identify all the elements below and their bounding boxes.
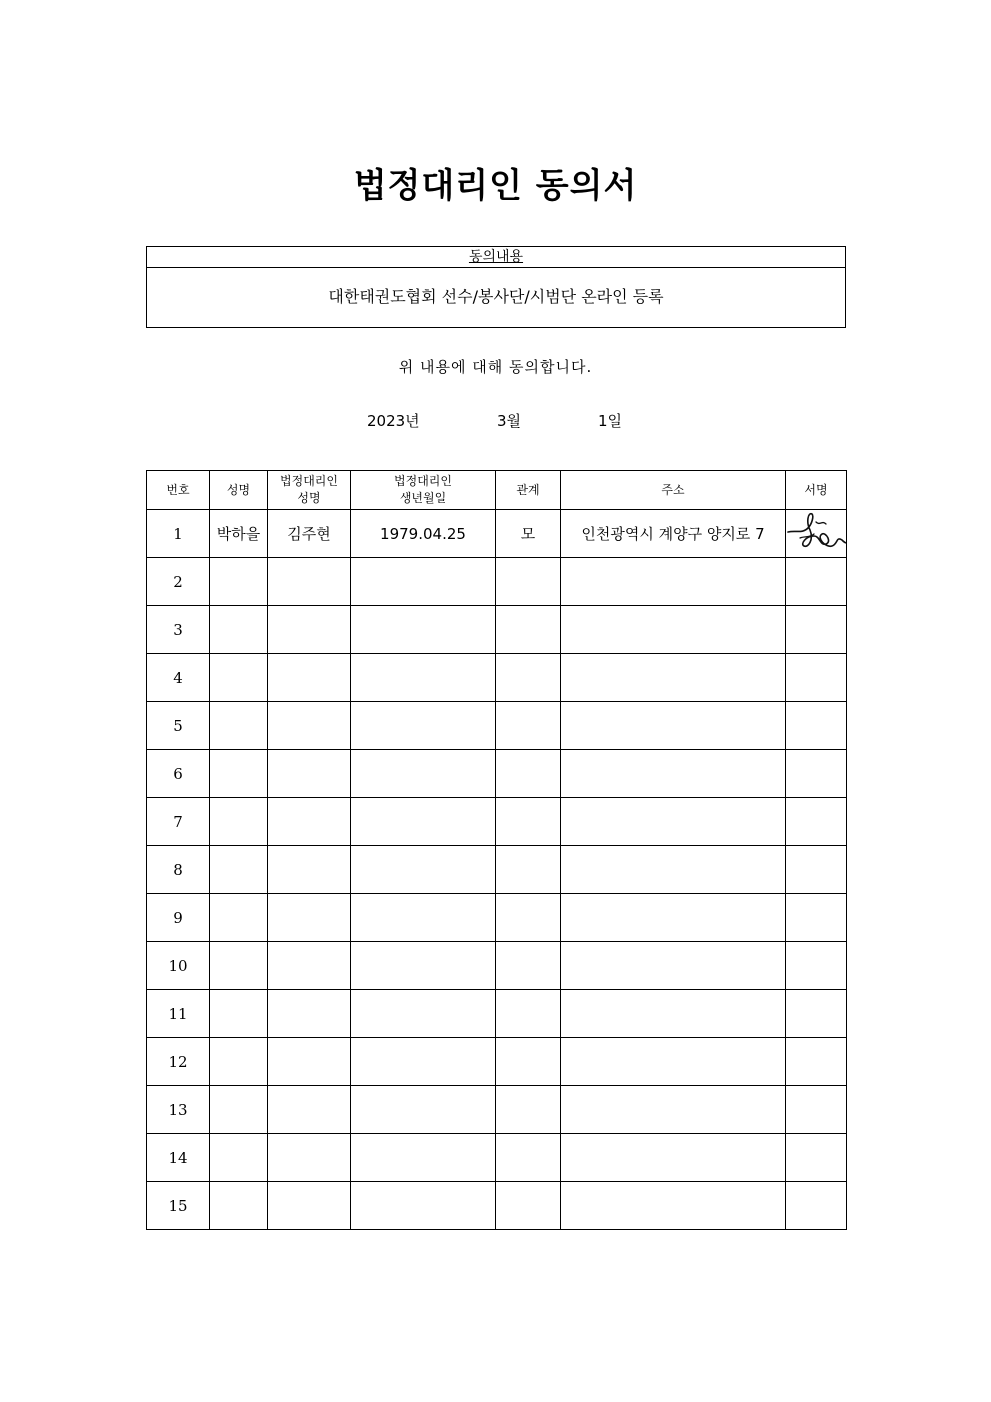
row-guardian-name bbox=[268, 1038, 351, 1086]
table-row bbox=[147, 798, 847, 846]
header-no: 번호 bbox=[147, 471, 210, 510]
header-guardian-birth-line2: 생년월일 bbox=[399, 491, 447, 505]
row-guardian-birth bbox=[351, 1038, 496, 1086]
row-relation bbox=[496, 1086, 561, 1134]
row-guardian-birth bbox=[351, 654, 496, 702]
row-signature bbox=[786, 606, 847, 654]
row-relation bbox=[496, 654, 561, 702]
consent-box bbox=[146, 246, 846, 328]
table-header-row bbox=[147, 471, 847, 510]
row-address bbox=[561, 846, 786, 894]
row-relation bbox=[496, 846, 561, 894]
row-signature bbox=[786, 1086, 847, 1134]
date-month: 3월 bbox=[497, 412, 522, 430]
table-row bbox=[147, 846, 847, 894]
row-name bbox=[210, 942, 268, 990]
table-row bbox=[147, 1182, 847, 1230]
row-number: 7 bbox=[147, 798, 210, 846]
registration-table bbox=[146, 470, 847, 1230]
row-address bbox=[561, 702, 786, 750]
row-guardian-birth bbox=[351, 894, 496, 942]
row-signature bbox=[786, 942, 847, 990]
row-address bbox=[561, 654, 786, 702]
row-guardian-birth bbox=[351, 606, 496, 654]
row-relation bbox=[496, 702, 561, 750]
row-name bbox=[210, 654, 268, 702]
row-guardian-birth bbox=[351, 846, 496, 894]
row-relation bbox=[496, 990, 561, 1038]
header-address: 주소 bbox=[561, 471, 786, 510]
header-name: 성명 bbox=[210, 471, 268, 510]
table-row bbox=[147, 990, 847, 1038]
row-guardian-name bbox=[268, 1086, 351, 1134]
row-number: 4 bbox=[147, 654, 210, 702]
row-signature bbox=[786, 798, 847, 846]
header-guardian-birth bbox=[351, 471, 496, 510]
row-number: 1 bbox=[147, 510, 210, 558]
row-name bbox=[210, 702, 268, 750]
row-guardian-birth bbox=[351, 702, 496, 750]
row-signature bbox=[786, 1134, 847, 1182]
table-row bbox=[147, 654, 847, 702]
row-guardian-name bbox=[268, 990, 351, 1038]
row-name bbox=[210, 894, 268, 942]
row-signature bbox=[786, 702, 847, 750]
row-guardian-name bbox=[268, 702, 351, 750]
table-row bbox=[147, 942, 847, 990]
row-name bbox=[210, 1038, 268, 1086]
row-address bbox=[561, 1134, 786, 1182]
row-address bbox=[561, 894, 786, 942]
row-guardian-name bbox=[268, 942, 351, 990]
row-guardian-name bbox=[268, 606, 351, 654]
row-guardian-birth bbox=[351, 750, 496, 798]
header-guardian-name-line1: 법정대리인 bbox=[280, 474, 338, 488]
row-number: 2 bbox=[147, 558, 210, 606]
row-signature bbox=[786, 750, 847, 798]
row-relation bbox=[496, 750, 561, 798]
row-guardian-birth bbox=[351, 942, 496, 990]
row-number: 8 bbox=[147, 846, 210, 894]
table-row bbox=[147, 1038, 847, 1086]
row-address bbox=[561, 750, 786, 798]
date-day: 1일 bbox=[598, 412, 623, 430]
row-guardian-birth bbox=[351, 1182, 496, 1230]
row-guardian-name bbox=[268, 654, 351, 702]
table-row bbox=[147, 558, 847, 606]
handwritten-signature-icon bbox=[786, 510, 847, 557]
row-address bbox=[561, 942, 786, 990]
header-guardian-birth-line1: 법정대리인 bbox=[394, 474, 452, 488]
table-row bbox=[147, 1134, 847, 1182]
row-name bbox=[210, 558, 268, 606]
row-address bbox=[561, 1182, 786, 1230]
row-number: 14 bbox=[147, 1134, 210, 1182]
table-row bbox=[147, 894, 847, 942]
row-signature bbox=[786, 654, 847, 702]
row-signature bbox=[786, 510, 847, 558]
row-address bbox=[561, 990, 786, 1038]
row-name bbox=[210, 798, 268, 846]
row-number: 9 bbox=[147, 894, 210, 942]
row-guardian-name bbox=[268, 798, 351, 846]
row-guardian-name bbox=[268, 846, 351, 894]
row-guardian-name bbox=[268, 1134, 351, 1182]
consent-statement: 위 내용에 대해 동의합니다. bbox=[398, 358, 593, 376]
table-row bbox=[147, 702, 847, 750]
row-name bbox=[210, 1182, 268, 1230]
row-guardian-name bbox=[268, 894, 351, 942]
row-guardian-birth: 1979.04.25 bbox=[351, 510, 496, 558]
row-guardian-name bbox=[268, 1182, 351, 1230]
row-number: 6 bbox=[147, 750, 210, 798]
header-guardian-name-line2: 성명 bbox=[297, 491, 321, 505]
row-signature bbox=[786, 1038, 847, 1086]
row-name: 박하을 bbox=[210, 510, 268, 558]
row-guardian-birth bbox=[351, 558, 496, 606]
table-row bbox=[147, 1086, 847, 1134]
consent-header-label: 동의내용 bbox=[468, 249, 524, 265]
row-signature bbox=[786, 894, 847, 942]
row-name bbox=[210, 1134, 268, 1182]
row-name bbox=[210, 846, 268, 894]
row-relation bbox=[496, 1038, 561, 1086]
document-title: 법정대리인 동의서 bbox=[353, 166, 638, 206]
header-signature: 서명 bbox=[786, 471, 847, 510]
row-relation bbox=[496, 798, 561, 846]
table-row bbox=[147, 510, 847, 558]
row-name bbox=[210, 606, 268, 654]
consent-body: 대한태권도협회 선수/봉사단/시범단 온라인 등록 bbox=[328, 287, 664, 306]
row-number: 5 bbox=[147, 702, 210, 750]
row-number: 12 bbox=[147, 1038, 210, 1086]
row-signature bbox=[786, 846, 847, 894]
row-address bbox=[561, 1038, 786, 1086]
row-number: 10 bbox=[147, 942, 210, 990]
row-name bbox=[210, 1086, 268, 1134]
row-guardian-birth bbox=[351, 798, 496, 846]
row-guardian-name bbox=[268, 558, 351, 606]
row-name bbox=[210, 990, 268, 1038]
row-number: 13 bbox=[147, 1086, 210, 1134]
row-address bbox=[561, 1086, 786, 1134]
row-signature bbox=[786, 1182, 847, 1230]
row-relation bbox=[496, 894, 561, 942]
row-address: 인천광역시 계양구 양지로 7 bbox=[561, 510, 786, 558]
consent-header bbox=[147, 247, 845, 268]
table-row bbox=[147, 606, 847, 654]
row-relation: 모 bbox=[496, 510, 561, 558]
header-relation: 관계 bbox=[496, 471, 561, 510]
row-number: 3 bbox=[147, 606, 210, 654]
row-relation bbox=[496, 606, 561, 654]
row-address bbox=[561, 798, 786, 846]
row-address bbox=[561, 558, 786, 606]
row-number: 11 bbox=[147, 990, 210, 1038]
row-name bbox=[210, 750, 268, 798]
row-guardian-birth bbox=[351, 1134, 496, 1182]
row-guardian-birth bbox=[351, 990, 496, 1038]
row-guardian-name: 김주현 bbox=[268, 510, 351, 558]
row-signature bbox=[786, 558, 847, 606]
row-relation bbox=[496, 558, 561, 606]
row-guardian-birth bbox=[351, 1086, 496, 1134]
row-relation bbox=[496, 1182, 561, 1230]
row-relation bbox=[496, 1134, 561, 1182]
row-address bbox=[561, 606, 786, 654]
row-relation bbox=[496, 942, 561, 990]
date-year: 2023년 bbox=[367, 412, 420, 430]
row-number: 15 bbox=[147, 1182, 210, 1230]
row-guardian-name bbox=[268, 750, 351, 798]
row-signature bbox=[786, 990, 847, 1038]
header-guardian-name bbox=[268, 471, 351, 510]
table-row bbox=[147, 750, 847, 798]
